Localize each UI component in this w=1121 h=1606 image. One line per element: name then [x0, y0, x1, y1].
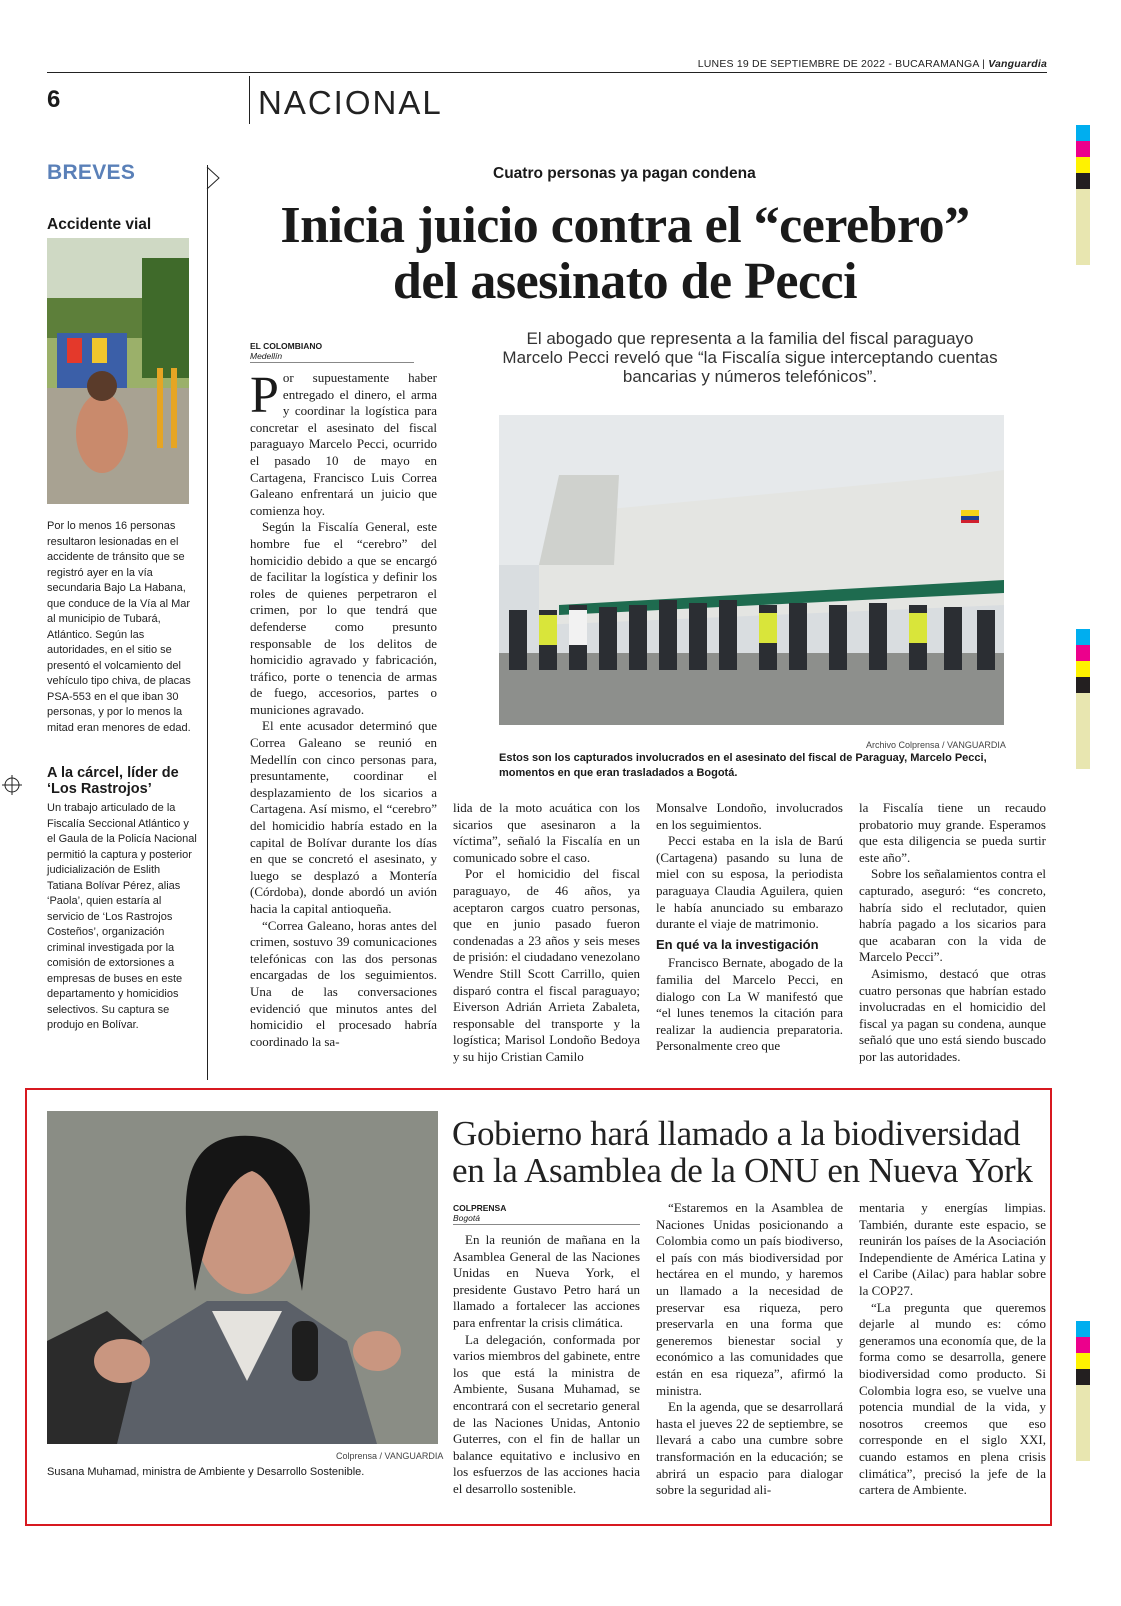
- col4-paragraph-2: Sobre los señalamientos contra el capturado, aseguró: “es concreto, habría sido el reclutador, quien habría pagado a los sicarios para que acabaran con la vida de Marcelo Pecci”.: [859, 866, 1046, 965]
- photo-caption: Estos son los capturados involucrados en el asesinato del fiscal de Paraguay, Marcelo Pecci, momentos en que eran trasladados a Bogotá.: [499, 752, 987, 779]
- bottom-column-3: [859, 1200, 1046, 1499]
- byline-source: EL COLOMBIANO: [250, 341, 323, 351]
- col4-paragraph-3: Asimismo, destacó que otras cuatro personas que habrían estado involucradas en el homicidio del fiscal ya pagan su condena, aunque señaló que uno está siendo buscado por las autoridades.: [859, 965, 1046, 1064]
- bottom-photo-credit: Colprensa / VANGUARDIA: [336, 1451, 444, 1461]
- capture-photo: [499, 415, 1004, 725]
- article-column-3: [656, 800, 843, 1055]
- col4-paragraph-1: la Fiscalía tiene un recaudo probatorio muy grande. Esperamos que esta diligencia se pueda surtir este año”.: [859, 800, 1046, 865]
- article-lead: El abogado que representa a la familia del fiscal paraguayo Marcelo Pecci reveló que “la Fiscalía sigue interceptando cuentas bancarias y números telefónicos”.: [502, 329, 998, 386]
- brand-logo: Vanguardia: [988, 58, 1047, 70]
- col1-paragraph-4: “Correa Galeano, horas antes del crimen, sostuvo 39 comunicaciones telefónicas con las dos personas encargadas de los seguimientos. Una de las conversaciones evidenció que minutos antes del homicidio el procesado habría coordinado la sa-: [250, 917, 437, 1049]
- article-headline: [220, 198, 1030, 310]
- article-column-4: [859, 800, 1046, 1066]
- minister-photo: [47, 1111, 438, 1444]
- byline-rule: [250, 362, 414, 363]
- article-kicker: Cuatro personas ya pagan condena: [493, 165, 756, 182]
- registration-bar-1: [1076, 125, 1090, 265]
- bottom-col2-paragraph-2: En la agenda, que se desarrollará hasta el jueves 22 de septiembre, se llevará a cabo una cumbre sobre transformación en la educación; se abrirá un espacio para dialogar sobre la seguridad ali-: [656, 1399, 843, 1498]
- dateline: LUNES 19 DE SEPTIEMBRE DE 2022 - BUCARAMANGA | Vanguardia: [697, 58, 1047, 70]
- sidebar-divider: [207, 165, 208, 1080]
- bottom-byline-city: Bogotá: [453, 1213, 480, 1223]
- byline-city: Medellín: [250, 351, 283, 361]
- dateline-text: LUNES 19 DE SEPTIEMBRE DE 2022 - BUCARAMANGA: [697, 58, 980, 70]
- article-column-1: [250, 367, 437, 1050]
- bottom-col3-paragraph-1: mentaria y energías limpias. También, durante este espacio, se reunirán los países de la Asociación Independiente de América Latina y el Caribe (Ailac) para hablar sobre la COP27.: [859, 1200, 1046, 1298]
- bottom-headline-line-1: Gobierno hará llamado a la biodiversidad: [452, 1114, 1021, 1153]
- accident-photo: [47, 238, 189, 504]
- col2-paragraph-2: Por el homicidio del fiscal paraguayo, de 46 años, ya aceptaron cargos cuatro personas, que en junio pasado fueron condenadas a 23 años y seis meses de prisión: el ciudadano venezolano Wendre Still Scott Carrillo, quien disparó contra el fiscal paraguayo; Eiverson Adrián Arrieta Zabaleta, responsable del transporte y la logística; Marisol Londoño Bedoya y su hijo Cristian Camilo: [453, 866, 640, 1064]
- col1-paragraph-1: or supuestamente haber entregado el dinero, el arma y coordinar la logística para concretar el asesinato del fiscal paraguayo Marcelo Pecci, ocurrido el pasado 10 de mayo en Cartagena, Francisco Luis Correa Galeano enfrentará un juicio que comienza hoy.: [250, 370, 437, 518]
- col2-paragraph-1: lida de la moto acuática con los sicarios que asesinaron a la víctima”, señaló la Fiscalía en un comunicado sobre el caso.: [453, 800, 640, 865]
- brief-title-accident: Accidente vial: [47, 216, 152, 233]
- brief-title-arrest: A la cárcel, líder de ‘Los Rastrojos’: [47, 765, 179, 797]
- chevron-icon: [203, 165, 223, 191]
- brief-text-accident: Por lo menos 16 personas resultaron lesionadas en el accidente de tránsito que se registró ayer en la vía secundaria Bajo La Habana, que conduce de la Vía al Mar al municipio de Tubará, Atlántico. Según las autoridades, en el sitio se presentó el volcamiento del vehículo tipo chiva, de placas PSA-553 en el que iban 30 personas, y por lo menos la mitad eran menores de edad.: [47, 520, 191, 734]
- col1-paragraph-3: El ente acusador determinó que Correa Galeano se reunió en Medellín con cinco personas para, presuntamente, coordinar el desplazamiento de los sicarios a Cartagena. Así mismo, el “cerebro” del homicidio habría estado en la capital de Bolívar durante los días en que se concretó el asesinato, y luego se desplazó a Montería (Córdoba), donde abordó un avión hacia la capital antioqueña.: [250, 718, 437, 916]
- headline-line-2: del asesinato de Pecci: [392, 253, 858, 310]
- photo-credit: Archivo Colprensa / VANGUARDIA: [866, 740, 1006, 750]
- article-byline: [250, 341, 414, 363]
- header-rule: [47, 72, 1047, 73]
- registration-bar-2: [1076, 629, 1090, 769]
- bottom-col3-paragraph-2: “La pregunta que queremos dejarle al mundo es: cómo generamos una economía que, de la forma como se desarrolla, genere biodiversidad como producto. Si Colombia logra eso, se vuelve una potencia mundial de la vida, y nosotros creemos que eso corresponde en el siglo XXI, cuando estamos en plena crisis climática”, precisó la jefe de la cartera de Ambiente.: [859, 1299, 1046, 1498]
- col3-paragraph-1: Monsalve Londoño, involucrados en los seguimientos.: [656, 800, 843, 832]
- headline-line-1: Inicia juicio contra el “cerebro”: [280, 197, 970, 254]
- bottom-headline: [452, 1115, 1052, 1189]
- bottom-col2-paragraph-1: “Estaremos en la Asamblea de Naciones Unidas posicionando a Colombia como un país biodiverso, el país con más biodiversidad por hectárea en el mundo, y haremos un llamado a la necesidad de preservar esa riqueza, pero preservarla en una forma que generemos bienestar social y económico a las comunidades que están en esa riqueza”, afirmó la ministra.: [656, 1200, 843, 1398]
- brief-text-arrest: Un trabajo articulado de la Fiscalía Seccional Atlántico y el Gaula de la Policía Nacional permitió la captura y posterior judicialización de Eslith Tatiana Bolívar Pérez, alias ‘Paola’, quien estaría al servicio de ‘Los Rastrojos Costeños’, organización criminal investigada por la comisión de extorsiones a empresas de buses en este departamento y homicidios selectivos. Su captura se produjo en Bolívar.: [47, 802, 197, 1031]
- bottom-col1-paragraph-1: En la reunión de mañana en la Asamblea General de las Naciones Unidas en Nueva York, el presidente Gustavo Petro hará un llamado a fortalecer las acciones para enfrentar la crisis climática.: [453, 1232, 640, 1330]
- col3-paragraph-2: Pecci estaba en la isla de Barú (Cartagena) pasando su luna de miel con su esposa, la periodista paraguaya Claudia Aguilera, quien le había anunciado su embarazo durante el viaje de matrimonio.: [656, 833, 843, 932]
- bottom-col1-paragraph-2: La delegación, conformada por varios miembros del gabinete, entre los que está la ministra de Ambiente, Susana Muhamad, se encontrará con el secretario general de las Naciones Unidas, Antonio Guterres, con el fin de hallar un balance equitativo e inclusivo en los esfuerzos de las acciones hacia el desarrollo sostenible.: [453, 1331, 640, 1496]
- bottom-byline-rule: [453, 1224, 640, 1225]
- col3-paragraph-3: Francisco Bernate, abogado de la familia del Marcelo Pecci, en dialogo con La W manifestó que “el lunes tenemos la citación para realizar la audiencia preparatoria. Personalmente creo que: [656, 955, 843, 1054]
- crosshair-icon: [2, 775, 22, 795]
- col1-paragraph-2: Según la Fiscalía General, este hombre fue el “cerebro” del homicidio debido a que se encargó de facilitar la logística y definir los roles de quienes perpetraron el crimen, por lo que tendrá que defenderse como presunto responsable de los delitos de homicidio agravado y fabricación, tráfico, porte o tenencia de armas de fuego, accesorios, partes o municiones agravado.: [250, 519, 437, 717]
- drop-cap: P: [250, 367, 279, 424]
- bottom-column-1: [453, 1232, 640, 1498]
- bottom-column-2: [656, 1200, 843, 1499]
- section-subhead: En qué va la investigación: [656, 936, 819, 952]
- section-title: NACIONAL: [258, 84, 443, 121]
- section-separator: [249, 76, 250, 124]
- sidebar-label: BREVES: [47, 161, 136, 184]
- bottom-byline: [453, 1203, 640, 1225]
- bottom-byline-source: COLPRENSA: [453, 1203, 507, 1213]
- registration-bar-3: [1076, 1321, 1090, 1461]
- bottom-photo-caption: Susana Muhamad, ministra de Ambiente y Desarrollo Sostenible.: [47, 1466, 365, 1478]
- article-column-2: [453, 800, 640, 1066]
- bottom-headline-line-2: en la Asamblea de la ONU en Nueva York: [452, 1151, 1033, 1190]
- page-number: 6: [47, 86, 61, 113]
